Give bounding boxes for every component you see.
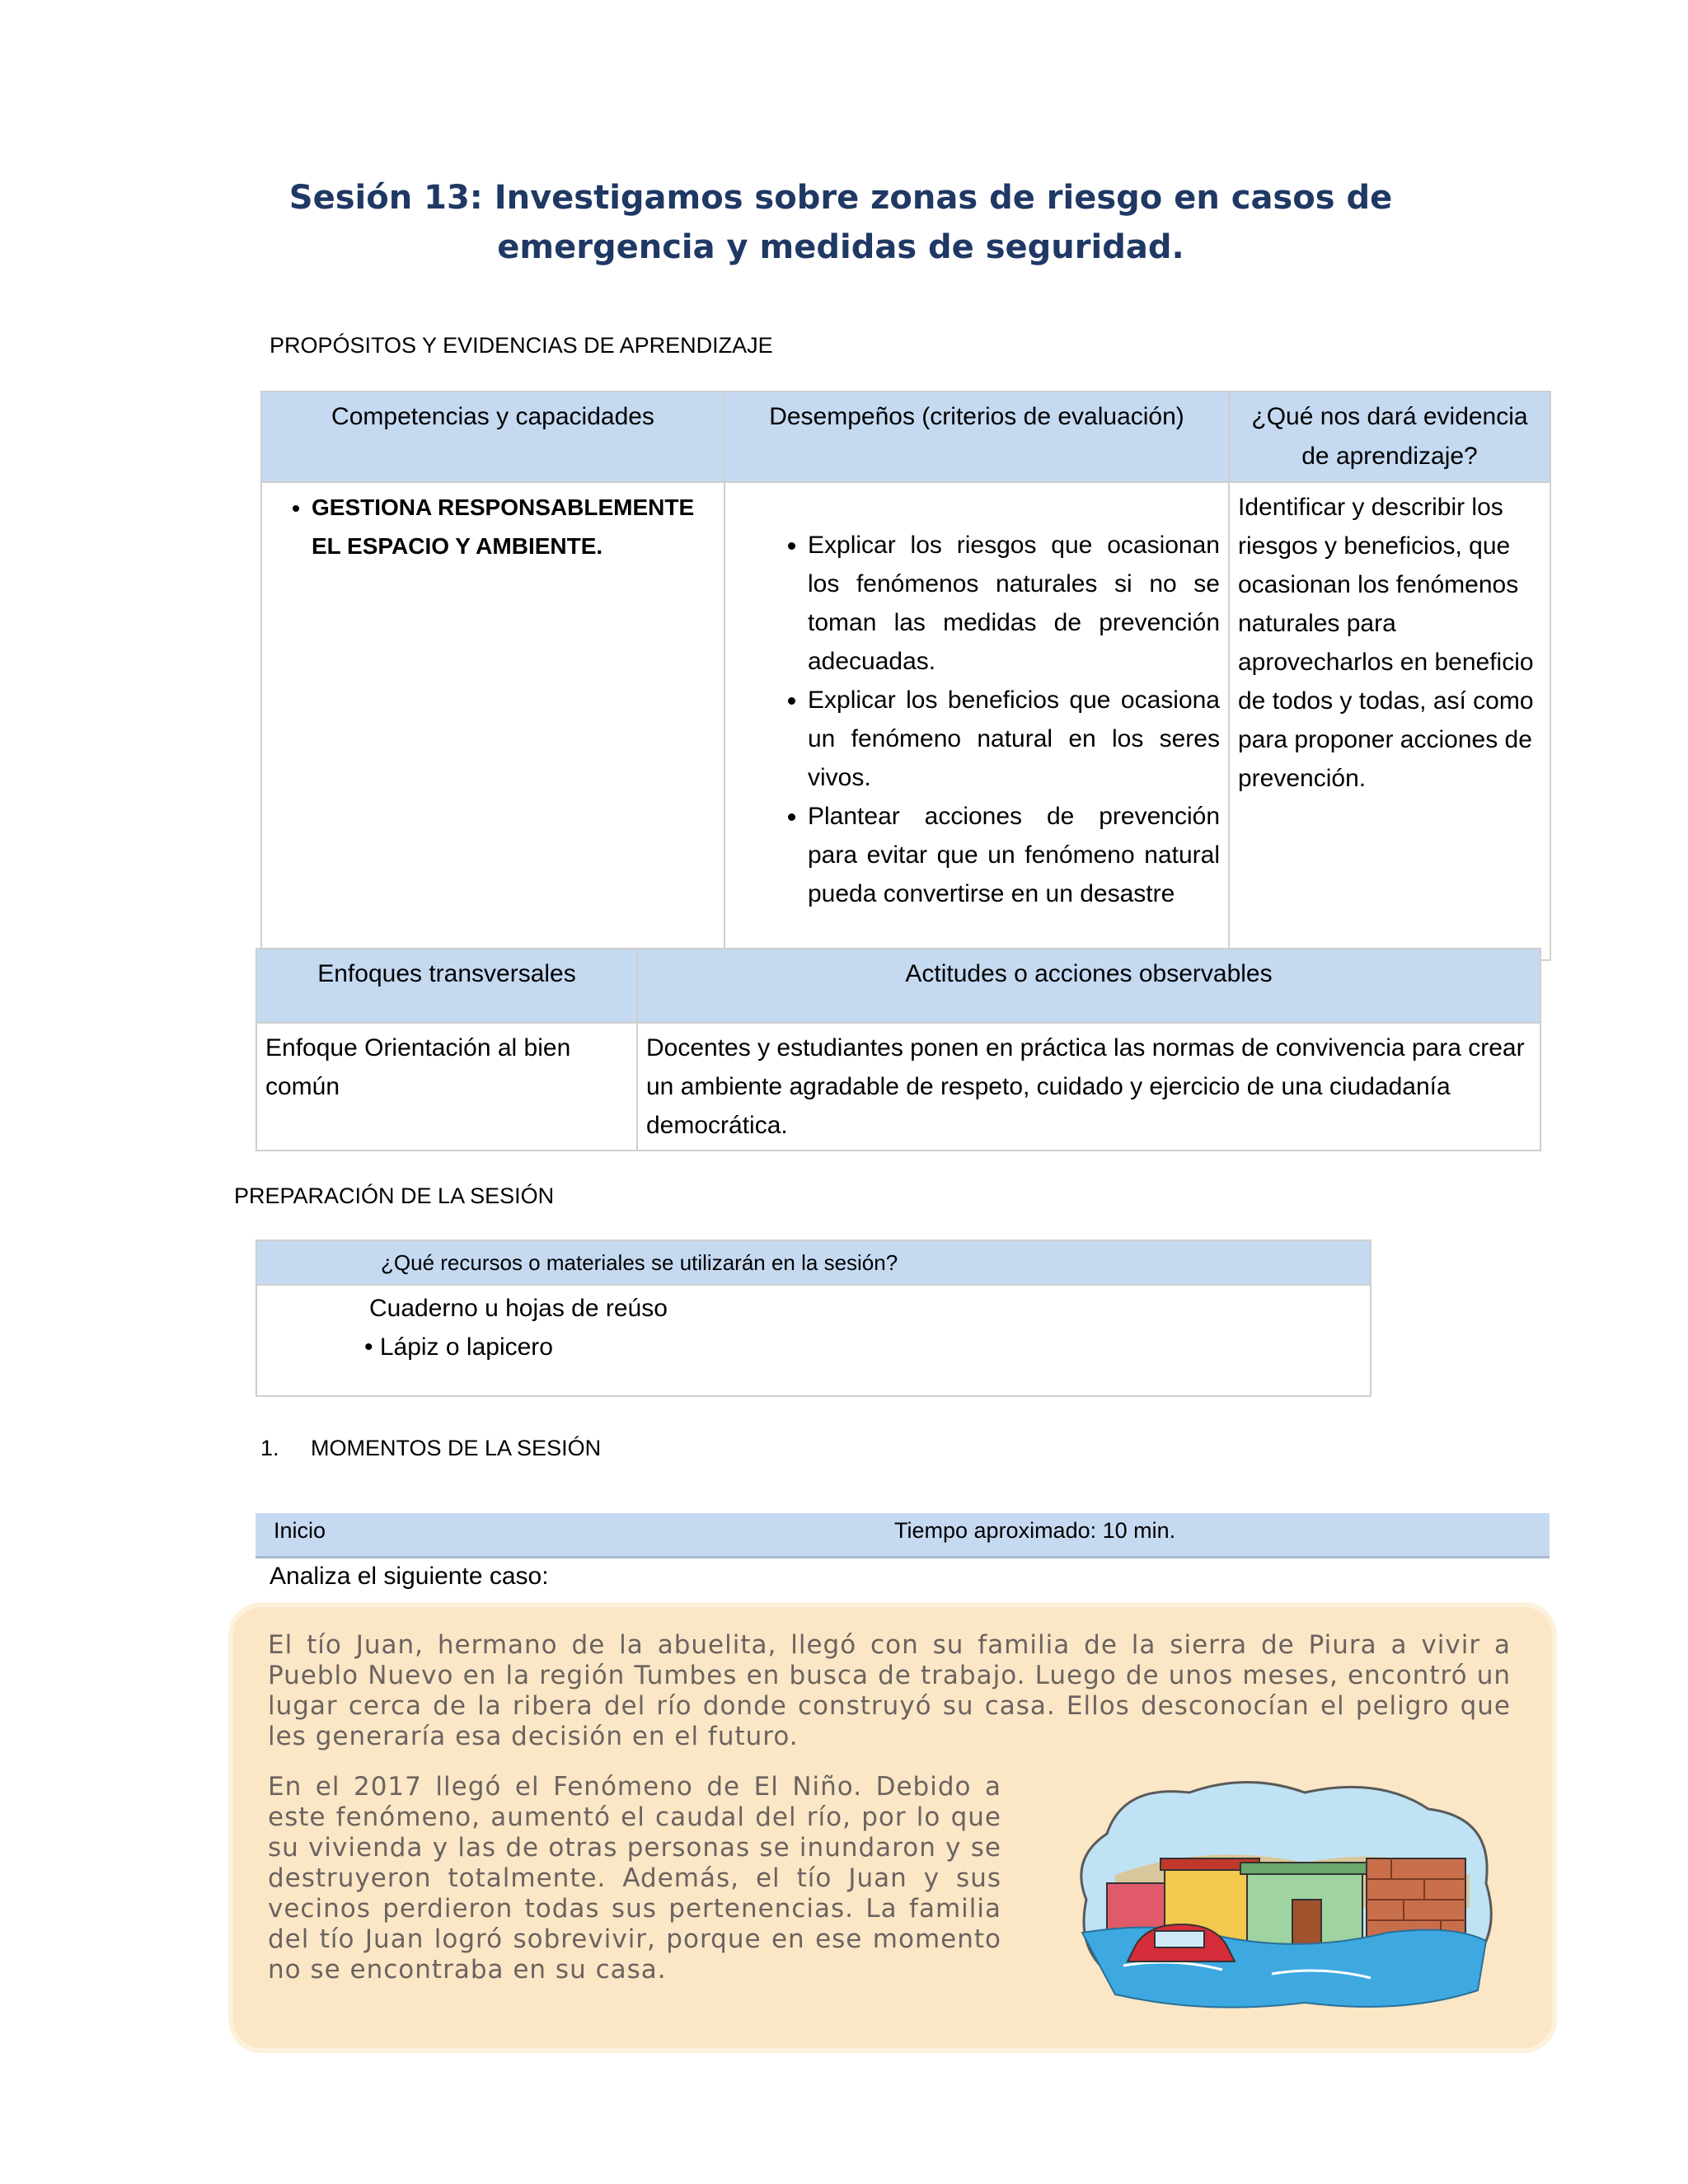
recurso-item: Cuaderno u hojas de reúso [369, 1295, 668, 1322]
header-enfoques: Enfoques transversales [256, 949, 637, 1023]
inicio-label: Inicio [274, 1518, 326, 1543]
page-title: Sesión 13: Investigamos sobre zonas de riesgo en casos de emergencia y medidas de seguridad. [288, 179, 1393, 266]
header-recursos: ¿Qué recursos o materiales se utilizarán en la sesión? [256, 1240, 1371, 1285]
actitud-cell: Docentes y estudiantes ponen en práctica las normas de convivencia para crear un ambiente agradable de respeto, cuidado y ejercicio de una ciudadanía democrática. [637, 1023, 1540, 1151]
enfoque-cell: Enfoque Orientación al bien común [256, 1023, 637, 1151]
story-paragraph-2: En el 2017 llegó el Fenómeno de El Niño. Debido a este fenómeno, aumentó el caudal del río, por lo que su vivienda y las de otras personas se inundaron y se destruyeron totalmente. Además, el tío Juan y sus vecinos perdieron todas sus pertenencias. La familia del tío Juan logró sobrevivir, porque en ese momento no se encontraba en su casa. [268, 1772, 1001, 1985]
header-competencias: Competencias y capacidades [261, 391, 724, 482]
competencia-item: • GESTIONA RESPONSABLEMENTE EL ESPACIO Y AMBIENTE. [312, 488, 715, 565]
propositos-table [260, 391, 1551, 961]
header-evidencia: ¿Qué nos dará evidencia de aprendizaje? [1229, 391, 1550, 482]
story-box [233, 1607, 1552, 2048]
intro-text: Analiza el siguiente caso: [270, 1563, 549, 1590]
header-desempenos: Desempeños (criterios de evaluación) [724, 391, 1229, 482]
inicio-bar [256, 1513, 1550, 1558]
desempeno-item: • Explicar los beneficios que ocasiona un fenómeno natural en los seres vivos. [808, 681, 1220, 797]
competencia-cell [261, 482, 724, 960]
evidencia-cell: Identificar y describir los riesgos y beneficios, que ocasionan los fenómenos naturales para aprovecharlos en beneficio de todos y todas, así como para proponer acciones de prevención. [1229, 482, 1550, 960]
flood-illustration [1057, 1768, 1511, 2040]
header-actitudes: Actitudes o acciones observables [637, 949, 1540, 1023]
recursos-cell [256, 1285, 1371, 1396]
story-paragraph-1: El tío Juan, hermano de la abuelita, llegó con su familia de la sierra de Piura a vivir a Pueblo Nuevo en la región Tumbes en busca de trabajo. Luego de unos meses, encontró un lugar cerca de la ribera del río donde construyó su casa. Ellos desconocían el peligro que les generaría esa decisión en el futuro. [268, 1630, 1511, 1751]
enfoques-table [256, 948, 1541, 1151]
section-label-preparacion: PREPARACIÓN DE LA SESIÓN [234, 1183, 555, 1208]
section-label-propositos: PROPÓSITOS Y EVIDENCIAS DE APRENDIZAJE [270, 333, 773, 358]
tiempo-label: Tiempo aproximado: 10 min. [894, 1518, 1176, 1543]
section-number: 1. [260, 1436, 279, 1460]
preparacion-table [256, 1240, 1372, 1397]
section-label-momentos: MOMENTOS DE LA SESIÓN [311, 1436, 602, 1460]
desempenos-cell [724, 482, 1229, 960]
desempeno-item: • Plantear acciones de prevención para evitar que un fenómeno natural pueda convertirse en un desastre [808, 797, 1220, 913]
recurso-item: • Lápiz o lapicero [364, 1333, 553, 1361]
desempeno-item: • Explicar los riesgos que ocasionan los fenómenos naturales si no se toman las medidas de prevención adecuadas. [808, 526, 1220, 681]
